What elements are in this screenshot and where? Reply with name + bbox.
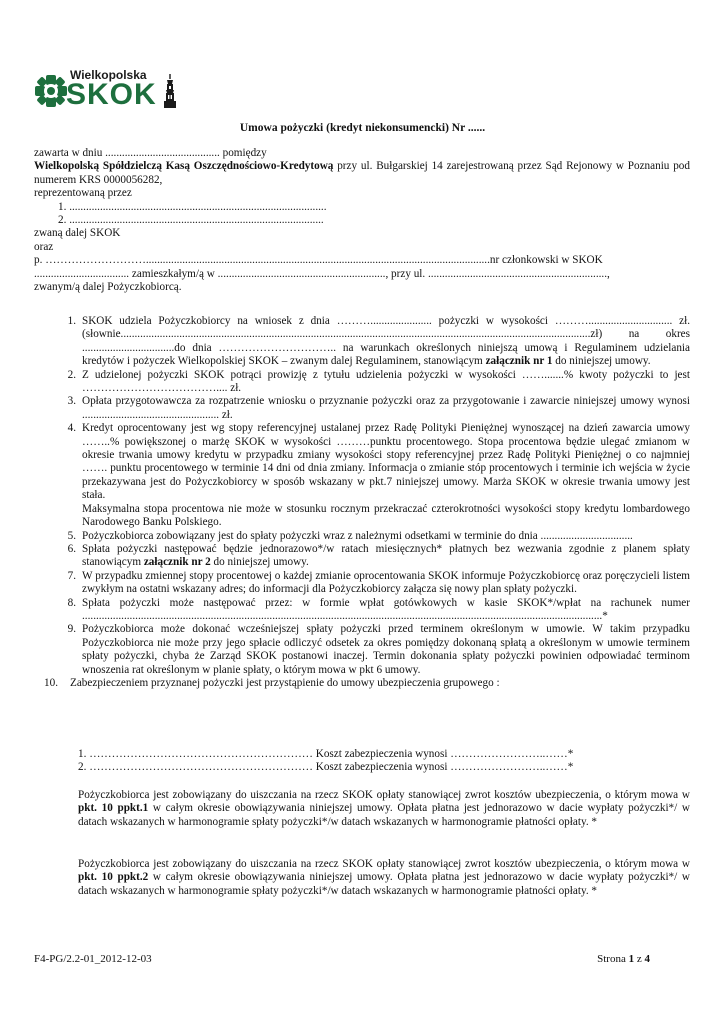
page-number <box>597 953 650 966</box>
clause-text-after: do niniejszej umowy. <box>210 556 309 569</box>
clause-text: SKOK udziela Pożyczkobiorcy na wniosek z dnia ………...................... pożyczki w wysokości ……….............................. zł. (słownie........................................................................................................................................................................zł) na okres .................................do dnia ………………………….. na warunkach określonych niniejszą umową i Regulaminem udzielania kredytów i pożyczek Wielkopolskiej SKOK – zwanym dalej Regulaminem, stanowiącym <box>82 315 690 368</box>
bank-name: Wielkopolską Spółdzielczą Kasą Oszczędnościowo-Kredytową <box>34 160 334 173</box>
paragraph-bold: pkt. 10 ppkt.2 <box>78 871 149 884</box>
representative-1-line: 1. ............................................................................................ <box>58 200 327 213</box>
clause-8 <box>34 597 690 624</box>
contract-parties <box>34 147 690 294</box>
clause-number: 6. <box>67 542 76 555</box>
concluded-date-line: zawarta w dniu ......................................... pomiędzy <box>34 147 267 159</box>
clause-number: 4. <box>67 422 76 435</box>
called-skok-label: zwaną dalej SKOK <box>34 227 121 240</box>
paragraph-text-after: w całym okresie obowiązywania niniejszej umowy. Opłata płatna jest jednorazowo w dacie wypłaty pożyczki*/ w datach wskazanych w harmonogramie spłaty pożyczki*/w datach wskazanych w harmonogramie płatności opłaty. * <box>78 871 691 897</box>
borrower-address-line: .................................. zamieszkałym/ą w ............................................................, przy ul. ................................................................, <box>34 267 610 280</box>
town-hall-tower-icon <box>162 74 178 108</box>
document-code: F4-PG/2.2-01_2012-12-03 <box>34 953 152 965</box>
represented-by-label: reprezentowaną przez <box>34 187 132 200</box>
clause-text: Spłata pożyczki następować będzie jednorazowo*/w ratach miesięcznych* płatnych bez wezwania zgodnie z planem spłaty stanowiącym <box>82 542 690 569</box>
clause-text: Spłata pożyczki może następować przez: w formie wpłat gotówkowych w kasie SKOK*/wpłat na rachunek numer ..........................................................................................................................................................................................* <box>82 596 690 622</box>
logo-top-text: Wielkopolska <box>70 68 147 82</box>
clause-number: 5. <box>67 529 76 542</box>
clause-text: Z udzielonej pożyczki SKOK potrąci prowizję z tytułu udzielenia pożyczki w wysokości …….......% kwoty pożyczki to jest ……………………………….... zł. <box>82 368 690 395</box>
clause-number: 7. <box>67 569 76 582</box>
bank-details: przy ul. Bułgarskiej 14 zarejestrowaną przez Sąd Rejonowy w Poznaniu pod numerem KRS 0000056282, <box>34 160 690 186</box>
contract-clauses <box>34 315 690 690</box>
of-label: z <box>634 953 645 965</box>
clause-text: Opłata przygotowawcza za rozpatrzenie wniosku o przyznanie pożyczki oraz za przygotowanie i zawarcie niniejszej umowy wynosi ................................................. zł. <box>82 395 690 421</box>
skok-emblem-icon <box>34 74 68 108</box>
clause-9 <box>34 623 690 677</box>
current-page: 1 <box>628 953 635 965</box>
document-title: Umowa pożyczki (kredyt niekonsumencki) Nr ...... <box>239 122 486 134</box>
clause-10 <box>34 677 690 690</box>
called-borrower-label: zwanym/ą dalej Pożyczkobiorcą. <box>34 281 182 294</box>
logo-big-text: SKOK <box>66 78 157 111</box>
clause-1 <box>34 315 690 369</box>
and-label: oraz <box>34 240 54 253</box>
clause-number: 10. <box>44 676 58 689</box>
paragraph-text-after: w całym okresie obowiązywania niniejszej umowy. Opłata płatna jest jednorazowo w dacie wypłaty pożyczki*/ w datach wskazanych w harmonogramie spłaty pożyczki*/w datach wskazanych w harmonogramie płatności opłaty. * <box>78 802 691 828</box>
insurance-list <box>34 748 690 775</box>
representative-2-line: 2. ........................................................................................... <box>58 214 324 227</box>
clause-6 <box>34 543 690 570</box>
clause-5 <box>34 530 690 543</box>
clause-number: 3. <box>67 395 76 408</box>
insurance-line-2: 2. …………………………………………………… Koszt zabezpieczenia wynosi ……………………..……* <box>78 761 574 774</box>
clause-extra-text: Maksymalna stopa procentowa nie może w stosunku rocznym przekraczać czterokrotności wysokości stopy kredytu lombardowego Narodowego Banku Polskiego. <box>82 502 690 529</box>
clause-text: Kredyt oprocentowany jest wg stopy referencyjnej ustalanej przez Radę Polityki Pieniężnej wynoszącej na dzień zawarcia umowy ……..% powiększonej o marżę SKOK w wysokości ………punktu procentowego. Stopa procentowa będzie ulegać zmianom w okresie trwania umowy kredytu w przypadku zmiany wysokości stopy referencyjnej przez Radę Polityki Pieniężnej o co najmniej ……. punktu procentowego w terminie 14 dni od dnia zmiany. Informacja o zmianie stóp procentowych i terminie ich wejścia w życie przekazywana jest do Pożyczkobiorcy w sposób wskazany w pkt.7 niniejszej umowy. Marża SKOK w okresie trwania umowy jest stała. <box>82 422 690 502</box>
clause-7 <box>34 570 690 597</box>
clause-4 <box>34 422 690 529</box>
clause-text: Zabezpieczeniem przyznanej pożyczki jest przystąpienie do umowy ubezpieczenia grupowego : <box>70 676 500 689</box>
bank-description <box>34 160 690 187</box>
paragraph-text: Pożyczkobiorca jest zobowiązany do uiszczania na rzecz SKOK opłaty stanowiącej zwrot kosztów ubezpieczenia, o którym mowa w <box>78 789 690 801</box>
page-label: Strona <box>597 953 629 965</box>
logo <box>34 70 179 110</box>
clause-text-after: do niniejszej umowy. <box>552 355 651 368</box>
paragraph-text: Pożyczkobiorca jest zobowiązany do uiszczania na rzecz SKOK opłaty stanowiącej zwrot kosztów ubezpieczenia, o którym mowa w <box>78 858 690 870</box>
borrower-name-line: p. ………………………...........................................................................................................................nr członkowski w SKOK <box>34 254 603 267</box>
clause-bold: załącznik nr 1 <box>485 355 553 368</box>
clause-text: Pożyczkobiorca może dokonać wcześniejszej spłaty pożyczki przed terminem określonym w umowie. W takim przypadku Pożyczkobiorca nie może przy jego spłacie odliczyć odsetek za okres pomiędzy dokonaną spłatą a określonym w umowie terminem spłaty pożyczki, chyba że Zarząd SKOK postanowi inaczej. Termin dokonania spłaty pożyczki powinien odpowiadać terminom wnoszenia rat określonym w planie spłaty, o którym mowa w pkt 6 umowy. <box>82 623 690 676</box>
clause-bold: załącznik nr 2 <box>143 556 211 569</box>
clause-3 <box>34 395 690 422</box>
total-pages: 4 <box>644 953 650 965</box>
clause-2 <box>34 369 690 396</box>
clause-number: 9. <box>67 623 76 636</box>
clause-number: 1. <box>67 315 76 327</box>
insurance-line-1: 1. …………………………………………………… Koszt zabezpieczenia wynosi ……………………..……* <box>78 748 574 760</box>
insurance-fee-paragraph-2 <box>78 858 690 898</box>
clause-number: 8. <box>67 596 76 609</box>
insurance-fee-paragraph-1 <box>78 789 690 829</box>
clause-text: Pożyczkobiorca zobowiązany jest do spłaty pożyczki wraz z należnymi odsetkami w terminie do dnia ................................. <box>82 529 633 542</box>
paragraph-bold: pkt. 10 ppkt.1 <box>78 802 149 815</box>
clause-number: 2. <box>67 368 76 381</box>
clause-text: W przypadku zmiennej stopy procentowej o każdej zmianie oprocentowania SKOK informuje Pożyczkobiorcę oraz poręczycieli listem zwykłym na ostatni wskazany adres; do informacji dla Pożyczkobiorcy załącza się nowy plan spłaty pożyczki. <box>82 569 690 596</box>
